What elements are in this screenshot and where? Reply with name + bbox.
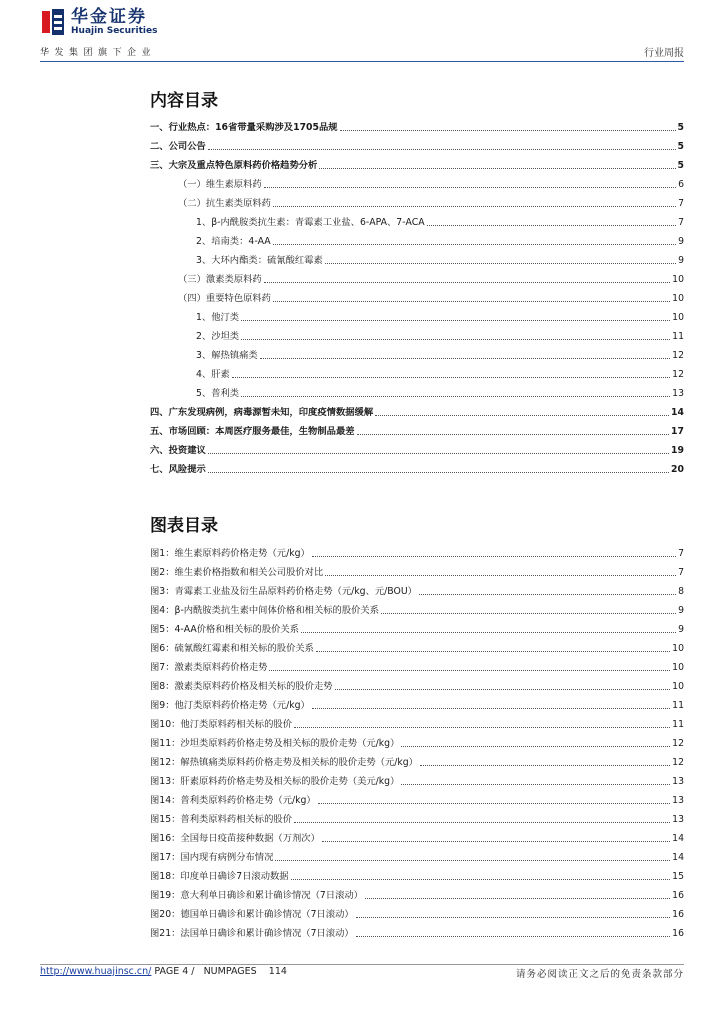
toc-entry[interactable]: 5、普利类 13 (196, 388, 684, 399)
logo-chinese-name: 华金证券 (71, 7, 147, 27)
toc-entry[interactable]: 六、投资建议 19 (150, 445, 684, 456)
toc-entry[interactable]: （三）激素类原料药 10 (178, 274, 684, 285)
numpages-label: NUMPAGES (203, 966, 257, 977)
figure-entry[interactable]: 图5：4-AA价格和相关标的股价关系 9 (150, 624, 684, 635)
figure-entry[interactable]: 图6：硫氰酸红霉素和相关标的股价关系 10 (150, 643, 684, 654)
toc-entry[interactable]: 3、解热镇痛类 12 (196, 350, 684, 361)
company-website-link[interactable]: http://www.huajinsc.cn/ (40, 966, 152, 977)
figure-entry[interactable]: 图17：国内现有病例分布情况 14 (150, 852, 684, 863)
toc-entry[interactable]: 2、沙坦类 11 (196, 331, 684, 342)
toc-entry[interactable]: （四）重要特色原料药 10 (178, 293, 684, 304)
page-number: PAGE 4 / (154, 966, 195, 977)
report-type: 行业周报 (644, 48, 684, 59)
toc-entry[interactable]: 2、培南类：4-AA 9 (196, 236, 684, 247)
figure-entry[interactable]: 图13：肝素原料药价格走势及相关标的股价走势（美元/kg） 13 (150, 776, 684, 787)
footer-page-info (40, 966, 287, 977)
figure-entry[interactable]: 图11：沙坦类原料药价格走势及相关标的股价走势（元/kg） 12 (150, 738, 684, 749)
figure-entry[interactable]: 图15：普利类原料药相关标的股价 13 (150, 814, 684, 825)
figure-entry[interactable]: 图18：印度单日确诊7日滚动数据 15 (150, 871, 684, 882)
figure-entry[interactable]: 图12：解热镇痛类原料药价格走势及相关标的股价走势（元/kg） 12 (150, 757, 684, 768)
toc-entry[interactable]: 3、大环内酯类：硫氰酸红霉素 9 (196, 255, 684, 266)
toc-entry[interactable]: 1、他汀类 10 (196, 312, 684, 323)
figure-entry[interactable]: 图2：维生素价格指数和相关公司股价对比 7 (150, 567, 684, 578)
figure-entry[interactable]: 图10：他汀类原料药相关标的股价 11 (150, 719, 684, 730)
figure-entry[interactable]: 图4：β-内酰胺类抗生素中间体价格和相关标的股价关系 9 (150, 605, 684, 616)
figure-entry[interactable]: 图7：激素类原料药价格走势 10 (150, 662, 684, 673)
figure-list-title: 图表目录 (150, 516, 218, 536)
figure-entry[interactable]: 图19：意大利单日确诊和累计确诊情况（7日滚动） 16 (150, 890, 684, 901)
toc-entry[interactable]: （一）维生素原料药 6 (178, 179, 684, 190)
figure-entry[interactable]: 图20：德国单日确诊和累计确诊情况（7日滚动） 16 (150, 909, 684, 920)
figure-entry[interactable]: 图3：青霉素工业盐及衍生品原料药价格走势（元/kg、元/BOU） 8 (150, 586, 684, 597)
numpages-value: 114 (268, 966, 287, 977)
header-divider (40, 61, 684, 62)
company-logo (40, 7, 157, 37)
figure-entry[interactable]: 图1：维生素原料药价格走势（元/kg） 7 (150, 548, 684, 559)
footer-divider (40, 964, 684, 965)
figure-entry[interactable]: 图8：激素类原料药价格及相关标的股价走势 10 (150, 681, 684, 692)
toc-entry[interactable]: 四、广东发现病例，病毒源暂未知，印度疫情数据缓解 14 (150, 407, 684, 418)
figure-entry[interactable]: 图9：他汀类原料药价格走势（元/kg） 11 (150, 700, 684, 711)
toc-entry[interactable]: （二）抗生素类原料药 7 (178, 198, 684, 209)
toc-entry[interactable]: 三、大宗及重点特色原料药价格趋势分析 5 (150, 160, 684, 171)
toc-entry[interactable]: 二、公司公告 5 (150, 141, 684, 152)
toc-entry[interactable]: 4、肝素 12 (196, 369, 684, 380)
company-tagline: 华发集团旗下企业 (40, 48, 157, 58)
toc-entry[interactable]: 五、市场回顾：本周医疗服务最佳，生物制品最差 17 (150, 426, 684, 437)
figure-entry[interactable]: 图21：法国单日确诊和累计确诊情况（7日滚动） 16 (150, 928, 684, 939)
logo-english-name: Huajin Securities (71, 26, 158, 36)
toc-entry[interactable]: 七、风险提示 20 (150, 464, 684, 475)
figure-entry[interactable]: 图14：普利类原料药价格走势（元/kg） 13 (150, 795, 684, 806)
huajin-logo-icon (40, 7, 66, 37)
toc-entry[interactable]: 一、行业热点：16省带量采购涉及1705品规 5 (150, 122, 684, 133)
toc-entry[interactable]: 1、β-内酰胺类抗生素：青霉素工业盐、6-APA、7-ACA 7 (196, 217, 684, 228)
footer-disclaimer: 请务必阅读正文之后的免责条款部分 (515, 969, 684, 980)
toc-title: 内容目录 (150, 91, 218, 111)
figure-entry[interactable]: 图16：全国每日疫苗接种数据（万剂次） 14 (150, 833, 684, 844)
